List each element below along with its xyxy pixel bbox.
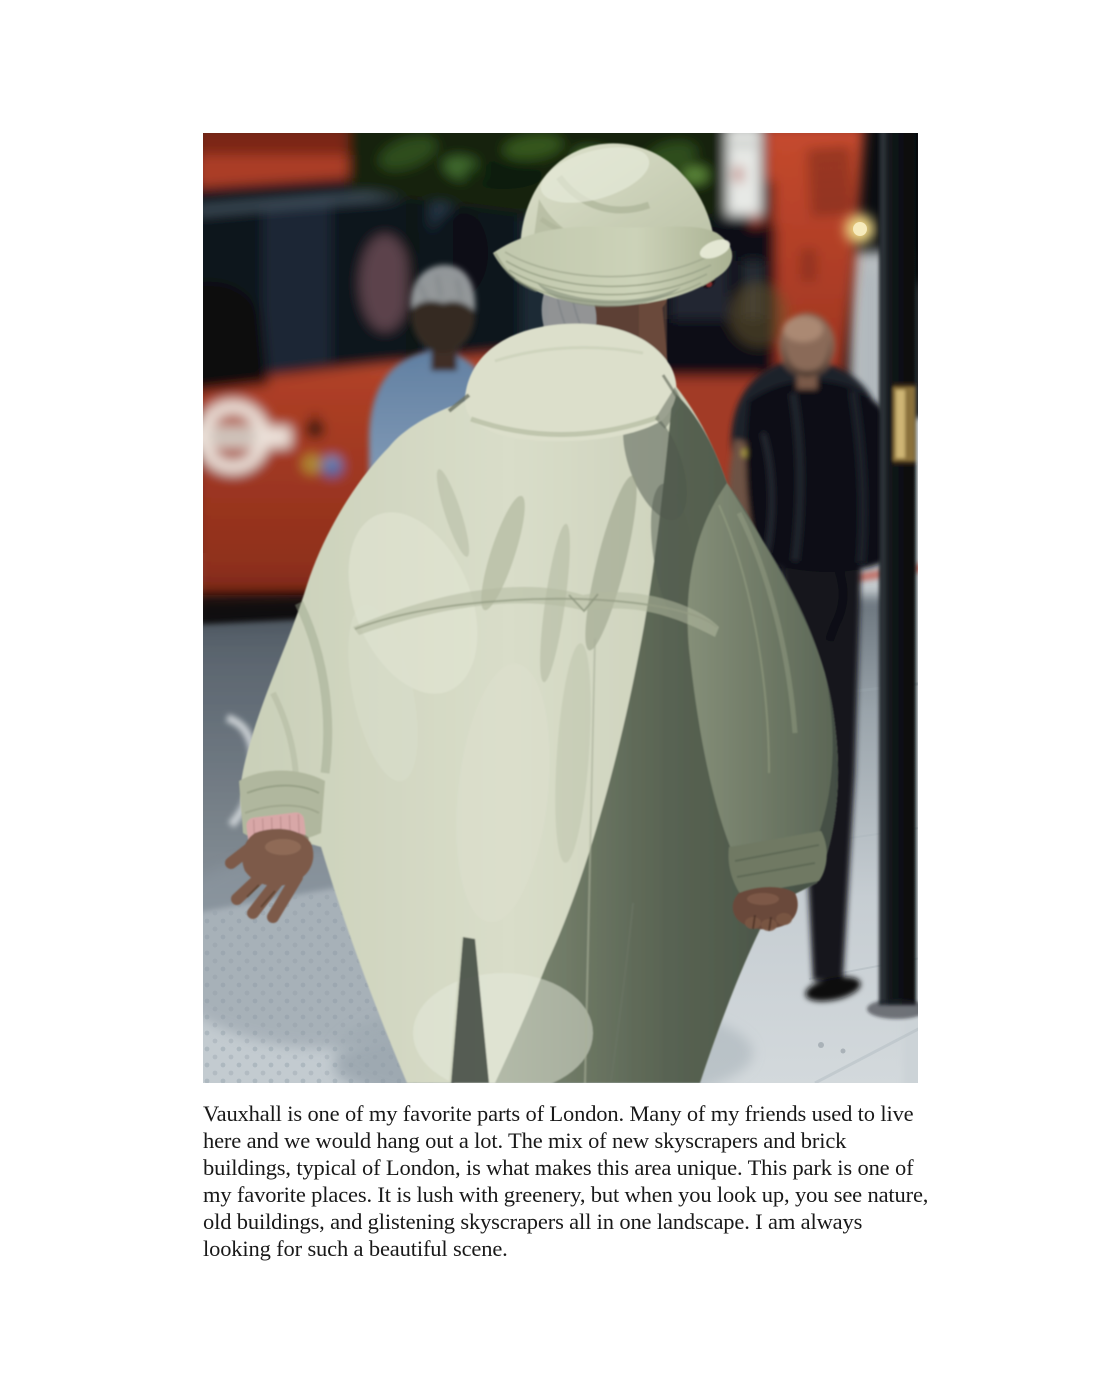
street-photo-illustration [203, 133, 918, 1083]
bus-poster [727, 133, 765, 215]
photo-caption: Vauxhall is one of my favorite parts of London. Many of my friends used to live here and we would hang out a lot. The mix of new skyscrapers and brick buildings, typical of London, is what makes this area unique. This park is one of my favorite places. It is lush with greenery, but when you look up, you see nature, old buildings, and glistening skyscrapers all in one landscape. I am always looking for such a beautiful scene. [203, 1101, 929, 1261]
pole-gold-band [893, 383, 915, 465]
street-light-glow [845, 214, 875, 244]
street-photo [203, 133, 918, 1083]
